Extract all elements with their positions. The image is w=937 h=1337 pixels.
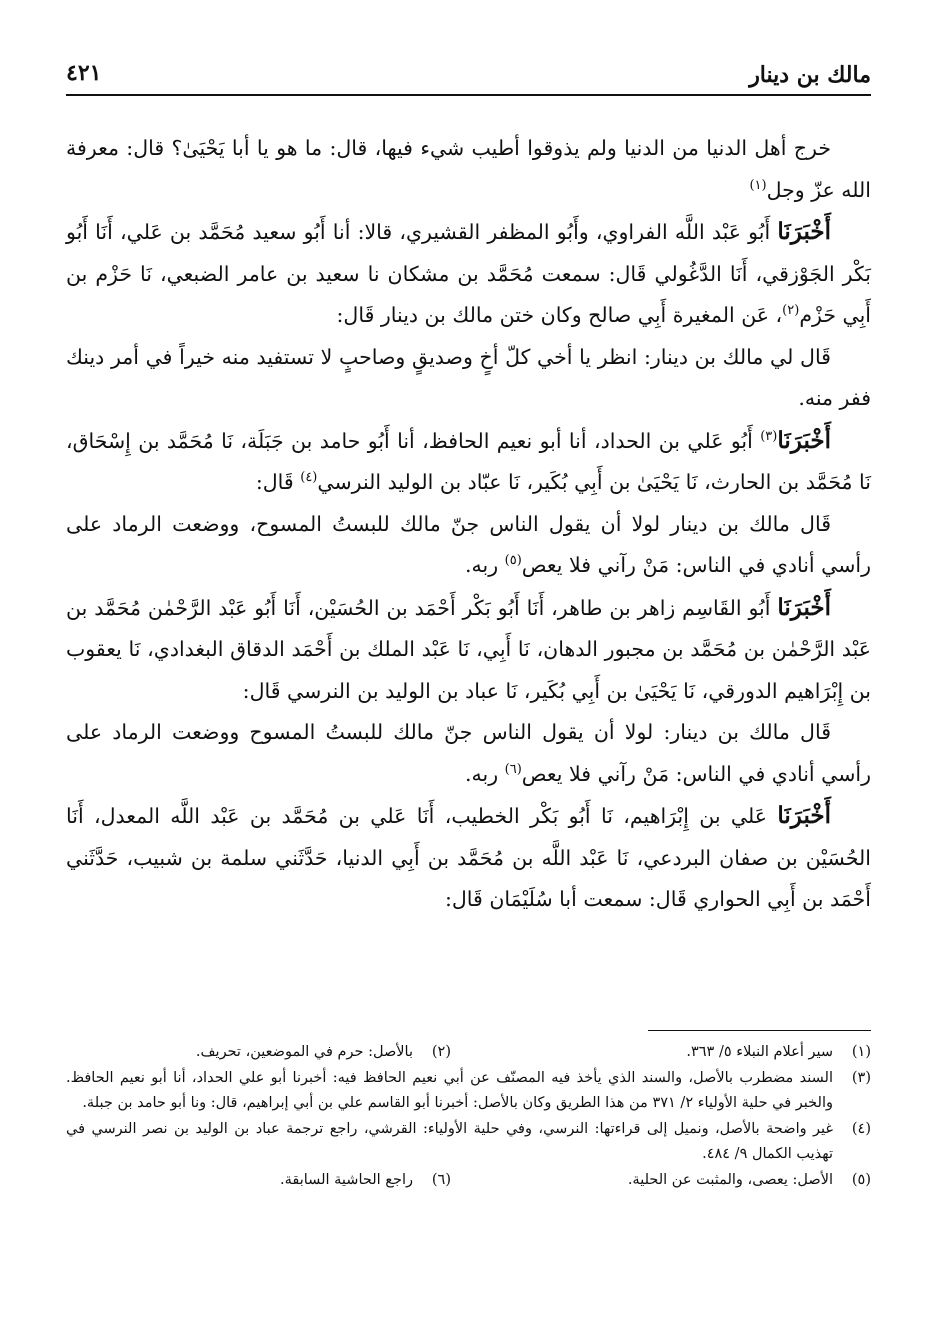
paragraph-text-tail: قَال: (255, 470, 301, 494)
paragraph-3 (66, 337, 871, 420)
paragraph-7 (66, 712, 871, 795)
footnote-row (66, 1040, 871, 1066)
footnote-row (66, 1168, 871, 1194)
footnote-number: (٤) (851, 1120, 871, 1137)
footnote-ref: (٣) (760, 428, 778, 444)
footnote-1 (451, 1040, 871, 1066)
paragraph-text: أَبُو القَاسِم زاهر بن طاهر، أَنَا أَبُو بَكْر أَحْمَد بن الحُسَيْن، أَنَا أَبُو عَبْد الرَّحْمٰن مُحَمَّد بن عَبْد الرَّحْمٰن بن مُحَمَّد بن مجبور الدهان، نَا أَبِي، نَا عَبْد الملك بن أَحْمَد الدقاق البغدادي، نَا يعقوب بن إِبْرَاهيم الدورقي، نَا يَحْيَىٰ بن أَبِي بُكَير، نَا عباد بن الوليد بن النرسي قَال: (66, 595, 871, 703)
footnote-number: (٣) (851, 1069, 871, 1086)
paragraph-text: أَبُو عَلي بن الحداد، أنا أبو نعيم الحافظ، أنا أَبُو حامد بن جَبَلَة، نَا مُحَمَّد بن إِسْحَاق، نَا مُحَمَّد بن الحارث، نَا يَحْيَىٰ بن أَبِي بُكَير، نَا عبّاد بن الوليد النرسي (66, 428, 871, 494)
isnad-lead-word: أَخْبَرَنَا (777, 802, 831, 829)
footnote-number: (١) (851, 1044, 871, 1060)
paragraph-text-tail: ربه. (465, 761, 505, 786)
footnote-separator (648, 1030, 871, 1031)
isnad-lead-word: أَخْبَرَنَا (777, 593, 831, 621)
isnad-lead-word: أَخْبَرَنَا (777, 218, 831, 245)
paragraph-1 (66, 128, 871, 211)
footnote-3 (66, 1066, 871, 1117)
footnote-number: (٥) (851, 1171, 871, 1188)
main-text (66, 128, 871, 921)
paragraph-text-tail: ربه. (465, 553, 505, 577)
footnote-text: غير واضحة بالأصل، ونميل إلى قراءتها: النرسي، وفي حلية الأولياء: القرشي، راجع ترجمة عباد بن الوليد بن نصر النرسي في تهذيب الكمال ٩/ ٤٨٤. (66, 1120, 833, 1162)
footnote-text: راجع الحاشية السابقة. (279, 1171, 413, 1188)
footnote-4 (66, 1117, 871, 1168)
footnote-2 (31, 1040, 451, 1066)
footnote-5 (451, 1168, 871, 1194)
footnote-number: (٢) (431, 1044, 451, 1060)
isnad-lead-word: أَخْبَرَنَا (777, 426, 831, 454)
page-number: ٤٢١ (66, 60, 102, 86)
footnote-text: السند مضطرب بالأصل، والسند الذي يأخذ فيه المصنّف عن أبي نعيم الحافظ فيه: أخبرنا أبو علي الحداد، أنا أبو نعيم الحافظ. والخبر في حلية الأولياء ٢/ ٣٧١ من هذا الطريق وكان بالأصل: أخبرنا أبو القاسم علي بن أبي إبراهيم، قال: ونا أبو حامد بن جبلة. (66, 1069, 833, 1111)
footnote-text: الأصل: يعصى، والمثبت عن الحلية. (627, 1171, 833, 1188)
paragraph-4 (66, 420, 871, 504)
footnote-6 (31, 1168, 451, 1194)
footnote-ref: (٢) (782, 303, 800, 319)
paragraph-text: قَال لي مالك بن دينار: انظر يا أخي كلّ أخٍ وصديقٍ وصاحبٍ لا تستفيد منه خيراً في أمر دينك ففر منه. (66, 344, 871, 410)
footnote-ref: (٦) (504, 761, 522, 777)
paragraph-2 (66, 211, 871, 337)
paragraph-6 (66, 587, 871, 713)
footnote-text: سير أعلام النبلاء ٥/ ٣٦٣. (686, 1044, 833, 1060)
footnote-text: بالأصل: حرم في الموضعين، تحريف. (195, 1044, 413, 1060)
running-title: مالك بن دينار (749, 62, 871, 88)
footnotes (66, 1040, 871, 1193)
paragraph-text: قَال مالك بن دينار لولا أن يقول الناس جنّ مالك للبستُ المسوح، ووضعت الرماد على رأسي أنادي في الناس: مَنْ رآني فلا يعص (66, 511, 871, 577)
paragraph-8 (66, 795, 871, 921)
paragraph-text: عَلي بن إِبْرَاهيم، نَا أَبُو بَكْر الخطيب، أَنَا عَلي بن مُحَمَّد بن عَبْد اللَّه المعدل، أَنَا الحُسَيْن بن صفان البردعي، نَا عَبْد اللَّه بن مُحَمَّد بن أَبِي الدنيا، حَدَّثَني سلمة بن شبيب، حَدَّثَني أَحْمَد بن أَبِي الحواري قَال: سمعت أبا سُلَيْمَان قَال: (66, 804, 871, 911)
footnote-ref: (٤) (300, 470, 318, 486)
footnote-number: (٦) (431, 1171, 451, 1188)
footnote-ref: (١) (749, 177, 767, 193)
page-header (66, 58, 871, 96)
paragraph-text: خرج أهل الدنيا من الدنيا ولم يذوقوا أطيب شيء فيها، قال: ما هو يا أبا يَحْيَىٰ؟ قال: معرفة الله عزّ وجل (66, 136, 871, 202)
paragraph-text: أَبُو عَبْد اللَّه الفراوي، وأَبُو المظفر القشيري، قالا: أنا أَبُو سعيد مُحَمَّد بن عَلي، أَنَا أَبُو بَكْر الجَوْزقي، أَنَا الدَّغُولي قَال: سمعت مُحَمَّد بن مشكان نا سعيد بن عامر الضبعي، نَا حَزْم بن أَبِي حَزْم (66, 220, 871, 327)
footnote-ref: (٥) (504, 553, 522, 569)
paragraph-text-tail: ، عَن المغيرة أَبِي صالح وكان ختن مالك بن دينار قَال: (336, 303, 783, 327)
paragraph-5 (66, 504, 871, 587)
paragraph-text: قَال مالك بن دينار: لولا أن يقول الناس جنّ مالك للبستُ المسوح ووضعت الرماد على رأسي أنادي في الناس: مَنْ رآني فلا يعص (66, 720, 871, 786)
